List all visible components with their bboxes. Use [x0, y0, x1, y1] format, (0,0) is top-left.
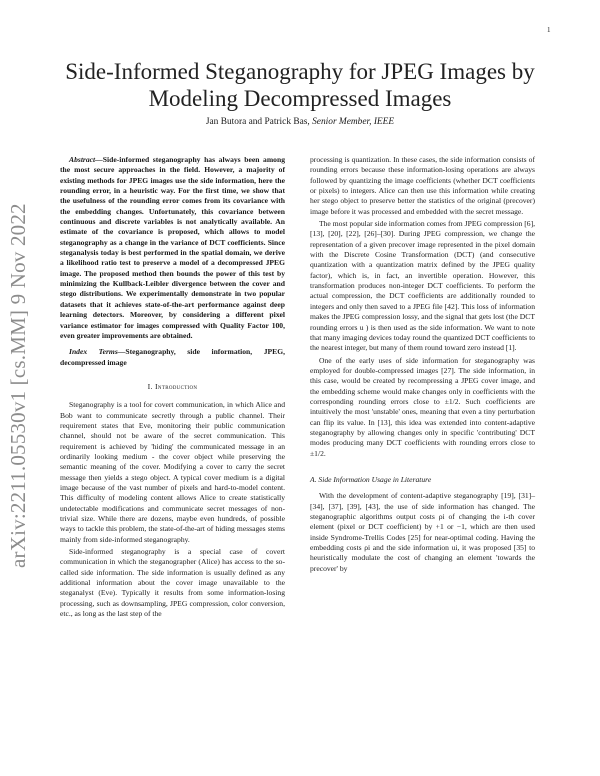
abstract-lead: Abstract— [69, 155, 103, 164]
arxiv-stamp: arXiv:2211.05530v1 [cs.MM] 9 Nov 2022 [6, 203, 30, 568]
index-terms [60, 347, 285, 368]
index-terms-lead: Index Terms— [69, 347, 126, 357]
section-heading-introduction: I. Introduction [147, 381, 198, 391]
author-role: Senior Member, IEEE [312, 117, 395, 127]
abstract [60, 155, 285, 341]
author-line [60, 117, 540, 127]
right-paragraph-1: processing is quantization. In these cases, the side information consists of rounding errors because these information-losing operations are always followed by quantizing the image coefficients (whether DCT coefficients or pixels) to integers. Alice can then use this information while creating her stego object to preserve better the statistics of the original (precover) image before it was processed and embedded with the secret message. [310, 155, 535, 216]
right-paragraph-3: One of the early uses of side information for steganography was employed for double-compressed images [27]. The side information, in this case, would be created by recompressing a JPEG cover image, and the embedding scheme would make changes only in coefficients with the corresponding rounding errors close to ±1/2. Such coefficients are intuitively the most 'unstable' ones, meaning that even a tiny perturbation can flip its value. In [13], this idea was extended into content-adaptive steganography by allowing changes only in specific 'contributing' DCT modes producing many DCT coefficients with rounding errors close to ±1/2. [310, 355, 535, 458]
page-number: 1 [547, 26, 551, 34]
subsection-paragraph-1: With the development of content-adaptive steganography [19], [31]–[34], [37], [39], [43], the use of side information has changed. The steganographic algorithms output costs ρi of changing the i-th cover element (pixel or DCT coefficient) by +1 or −1, which are then used inside Syndrome-Trellis Codes [25] for near-optimal coding. Having the embedding costs ρi and the side information ui, it was proposed [35] to heuristically modulate the cost of changing an element 'towards the precover' by [310, 491, 535, 573]
left-column [60, 155, 285, 621]
intro-paragraph-2: Side-informed steganography is a special case of covert communication in which the steganographer (Alice) has access to the so-called side information. The side information is usually defined as any additional information about the cover image unavailable to the steganalyst (Eve). Typically it results from some information-losing processing, such as downsampling, JPEG compression, color conversion, etc., as long as the last step of the [60, 547, 285, 619]
right-column [310, 155, 535, 576]
index-terms-text: Steganography, side information, JPEG, decompressed image [60, 347, 285, 367]
right-paragraph-2: The most popular side information comes from JPEG compression [6], [13], [20], [22], [26]–[30]. During JPEG compression, we change the representation of a given precover image represented in the pixel domain with the Discrete Cosine Transformation (DCT) (and consecutive quantization with a quantization matrix defined by the JPEG quality factor), which is, in fact, an invertible operation. However, this transformation produces non-integer DCT coefficients. To perform the actual compression, the DCT coefficients are additionally rounded to integers and only then saved to a JPEG file [42]. This loss of information makes the JPEG compression lossy, and the signal that gets lost (the DCT rounding errors u ) is then used as the side information. We want to note that many imaging devices today round the quantized DCT coefficients to the nearest integer, but many of them round toward zero instead [1]. [310, 219, 535, 353]
author-names: Jan Butora and Patrick Bas, [205, 117, 310, 127]
subsection-heading: A. Side Information Usage in Literature [310, 474, 432, 484]
abstract-text: Side-informed steganography has always been among the most secure approaches in the field. However, a majority of existing methods for JPEG images use the side information, here the rounding error, in a heuristic way. For the first time, we show that the usefulness of the rounding error comes from its covariance with the embedding changes. Unfortunately, this covariance between continuous and discrete variables is not analytically available. An estimate of the covariance is proposed, which allows to model steganography as a change in the variance of DCT coefficients. Since steganalysis today is best performed in the spatial domain, we derive a likelihood ratio test to preserve a model of a decompressed JPEG image. The proposed method then bounds the power of this test by minimizing the Kullback-Leibler divergence between the cover and stego distributions. We experimentally demonstrate in two popular datasets that it achieves state-of-the-art performance against deep learning detectors. Moreover, by considering a different pixel variance estimator for images compressed with Quality Factor 100, even greater improvements are obtained. [60, 155, 285, 340]
intro-paragraph-1: Steganography is a tool for covert communication, in which Alice and Bob want to communicate secretly through a public channel. Their requirement states that Eve, monitoring their public communication channel, should not be aware of the secret communication. This requirement is achieved by 'hiding' the communicated message in an ordinarily looking medium - the cover object while preserving the semantic meaning of the cover. Modifying a cover to carry the secret message then yields a stego object. A typical cover medium is a digital image because of the vast number of pixels and hard-to-model content. This difficulty of modeling content allows Alice to create statistically undetectable modifications and communicate secret messages of non-trivial size. While there are dozens, maybe even hundreds, of possible ways to tackle this problem, the state-of-the-art of hiding messages stems mainly from side-informed steganography. [60, 400, 285, 544]
paper-title: Side-Informed Steganography for JPEG Images by Modeling Decompressed Images [65, 59, 535, 111]
